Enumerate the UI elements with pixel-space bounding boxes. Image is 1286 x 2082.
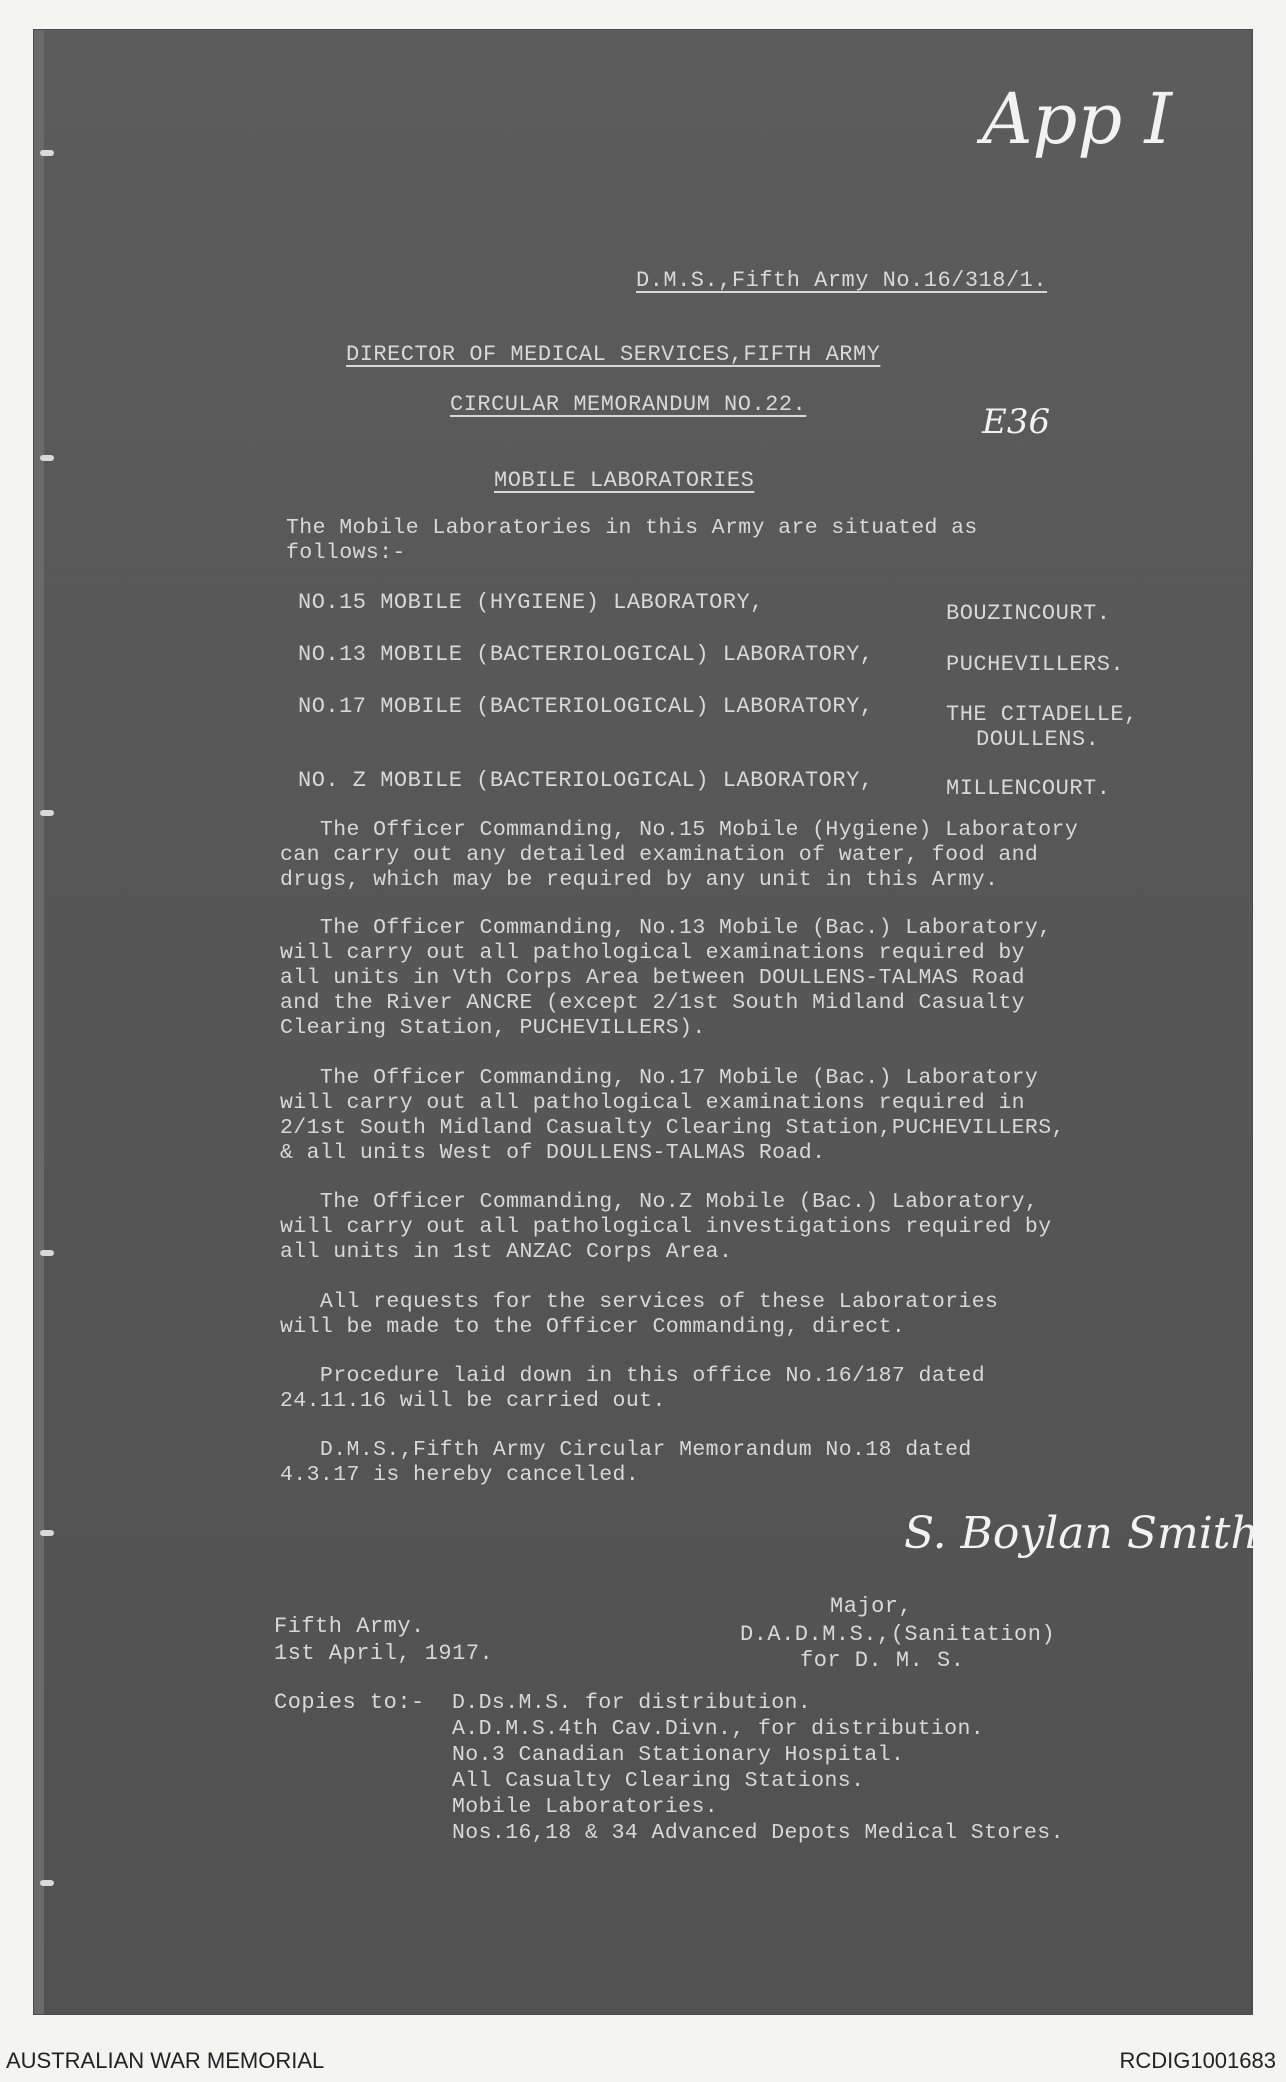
subject-heading: MOBILE LABORATORIES	[494, 468, 755, 493]
folio-annotation: E36	[982, 402, 1051, 442]
paragraph-procedure: Procedure laid down in this office No.16/187 dated 24.11.16 will be carried out.	[280, 1364, 986, 1413]
appendix-annotation: App I	[982, 78, 1173, 160]
punch-hole	[40, 1880, 54, 1886]
paragraph-lab15: The Officer Commanding, No.15 Mobile (Hygiene) Laboratory can carry out any detailed examination of water, food and drugs, which may be required by any unit in this Army.	[280, 818, 1079, 892]
paragraph-requests: All requests for the services of these Laboratories will be made to the Officer Commanding, direct.	[280, 1290, 999, 1339]
lab-location: BOUZINCOURT.	[946, 601, 1111, 626]
paragraph-lab13: The Officer Commanding, No.13 Mobile (Bac.) Laboratory, will carry out all pathological examinations required by all units in Vth Corps Area between DOULLENS-TALMAS Road and the River ANCRE (except 2/1st South Midland Casualty Clearing Station, PUCHEVILLERS).	[280, 916, 1052, 1040]
punch-hole	[40, 1530, 54, 1536]
lab-location: DOULLENS.	[976, 727, 1100, 752]
lab-location: MILLENCOURT.	[946, 776, 1111, 801]
lab-location: PUCHEVILLERS.	[946, 652, 1125, 677]
lab-location: THE CITADELLE,	[946, 702, 1138, 727]
paragraph-cancellation: D.M.S.,Fifth Army Circular Memorandum No.18 dated 4.3.17 is hereby cancelled.	[280, 1438, 972, 1487]
punch-hole	[40, 1250, 54, 1256]
lab-unit: NO. Z MOBILE (BACTERIOLOGICAL) LABORATORY,	[298, 768, 874, 793]
signatory-rank: Major,	[830, 1594, 913, 1619]
punch-hole	[40, 810, 54, 816]
lab-unit: NO.15 MOBILE (HYGIENE) LABORATORY,	[298, 590, 764, 615]
authority-heading: DIRECTOR OF MEDICAL SERVICES,FIFTH ARMY	[346, 342, 881, 367]
memo-heading: CIRCULAR MEMORANDUM NO.22.	[450, 392, 807, 417]
reference-number: D.M.S.,Fifth Army No.16/318/1.	[636, 268, 1048, 293]
lab-unit: NO.17 MOBILE (BACTERIOLOGICAL) LABORATORY,	[298, 694, 874, 719]
paragraph-lab17: The Officer Commanding, No.17 Mobile (Bac.) Laboratory will carry out all pathological examinations required in 2/1st South Midland Casualty Clearing Station,PUCHEVILLERS, & all units West of DOULLENS-TALMAS Road.	[280, 1066, 1065, 1165]
archive-credit: AUSTRALIAN WAR MEMORIAL	[6, 2048, 325, 2073]
intro-paragraph: The Mobile Laboratories in this Army are situated as follows:-	[286, 516, 978, 565]
copies-recipients: D.Ds.M.S. for distribution. A.D.M.S.4th Cav.Divn., for distribution. No.3 Canadian Stationary Hospital. All Casualty Clearing Stations. Mobile Laboratories. Nos.16,18 & 34 Advanced Depots Medical Stores.	[452, 1691, 1064, 1845]
copies-label: Copies to:-	[274, 1690, 425, 1715]
origin-date: 1st April, 1917.	[274, 1641, 494, 1666]
archive-id: RCDIG1001683	[1119, 2048, 1276, 2073]
signatory-for: for D. M. S.	[800, 1648, 965, 1673]
paragraph-labz: The Officer Commanding, No.Z Mobile (Bac.) Laboratory, will carry out all pathological investigations required by all units in 1st ANZAC Corps Area.	[280, 1190, 1052, 1264]
origin-place: Fifth Army.	[274, 1614, 425, 1639]
handwritten-signature: S. Boylan Smith	[904, 1508, 1259, 1559]
punch-hole	[40, 150, 54, 156]
punch-hole	[40, 455, 54, 461]
sheet-edge	[34, 30, 44, 2014]
signatory-title: D.A.D.M.S.,(Sanitation)	[740, 1622, 1056, 1647]
lab-unit: NO.13 MOBILE (BACTERIOLOGICAL) LABORATORY,	[298, 642, 874, 667]
